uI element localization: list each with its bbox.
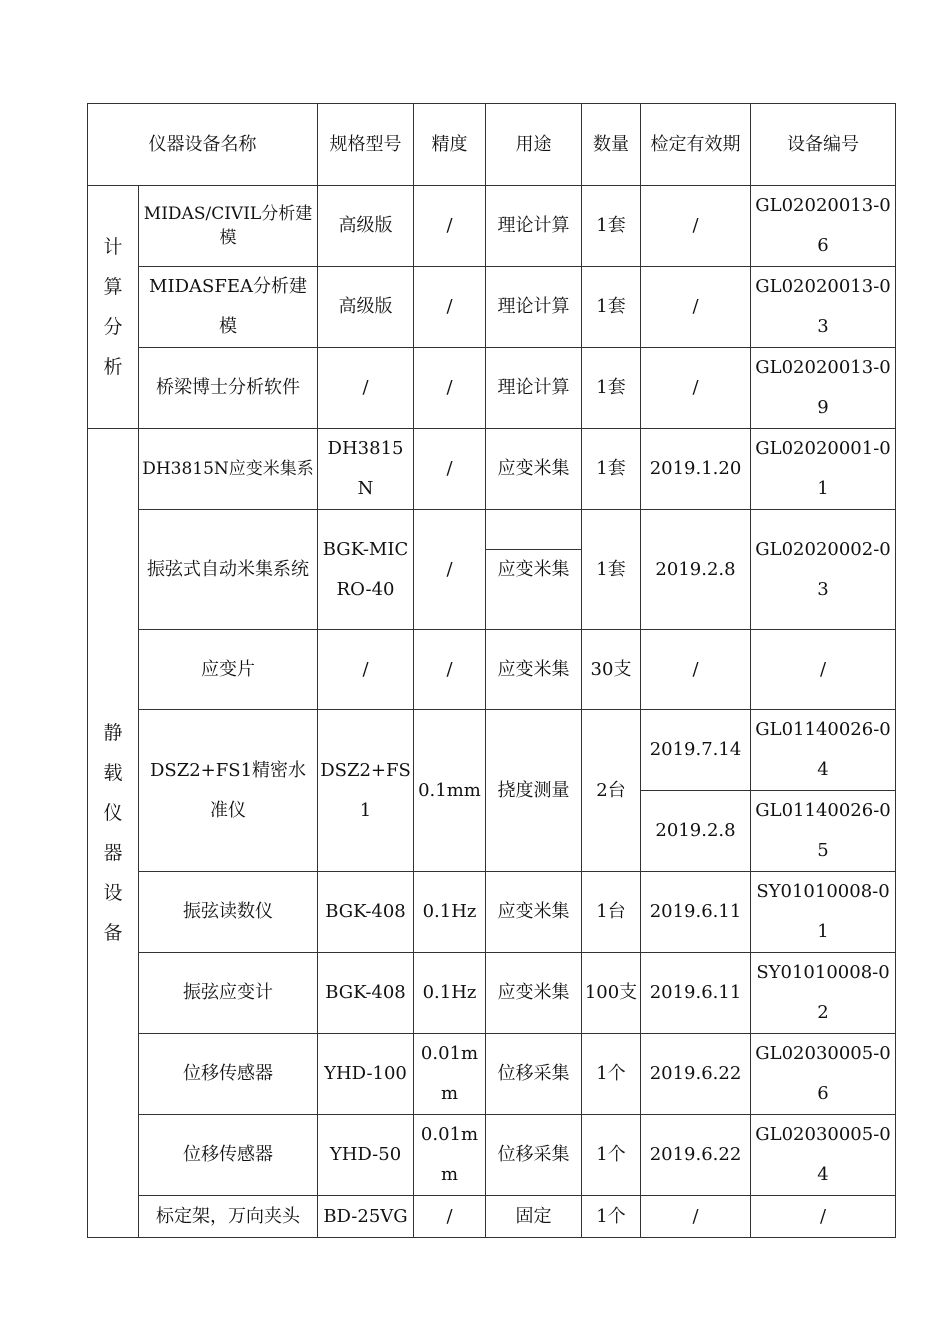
group-static: 静载仪器设备 [88,429,139,1238]
cell-period: 2019.6.22 [641,1034,751,1115]
cell-code: GL02020013-09 [751,348,896,429]
cell-name: 位移传感器 [139,1115,318,1196]
cell-usage: 理论计算 [486,267,582,348]
cell-precision: 0.1Hz [414,872,486,953]
cell-qty: 1台 [582,872,641,953]
cell-qty: 1套 [582,348,641,429]
table-row [88,348,896,429]
cell-precision: / [414,267,486,348]
table-row [88,1115,896,1196]
cell-period: / [641,186,751,267]
cell-name: 位移传感器 [139,1034,318,1115]
cell-usage: 挠度测量 [486,710,582,872]
cell-usage: 位移采集 [486,1115,582,1196]
cell-name: DH3815N应变米集系 [139,429,318,510]
cell-usage: 应变米集 [486,953,582,1034]
cell-code: SY01010008-01 [751,872,896,953]
cell-name: 桥梁博士分析软件 [139,348,318,429]
cell-usage: 位移采集 [486,1034,582,1115]
cell-code: GL02020001-01 [751,429,896,510]
cell-precision: 0.01mm [414,1115,486,1196]
cell-usage: 应变米集 [486,872,582,953]
table-row [88,267,896,348]
group-calc: 计算分析 [88,186,139,429]
header-spec: 规格型号 [318,104,414,186]
header-device-no: 设备编号 [751,104,896,186]
header-quantity: 数量 [582,104,641,186]
header-name: 仪器设备名称 [88,104,318,186]
cell-usage: 应变米集 [486,429,582,510]
cell-precision: / [414,510,486,630]
cell-code: GL02020013-06 [751,186,896,267]
cell-usage: 理论计算 [486,186,582,267]
cell-period: 2019.2.8 [641,791,751,872]
cell-qty: 1套 [582,429,641,510]
cell-qty: 1个 [582,1196,641,1238]
cell-code: / [751,630,896,710]
cell-period: 2019.6.11 [641,953,751,1034]
cell-precision: 0.01mm [414,1034,486,1115]
equipment-table [87,103,896,1238]
cell-qty: 1套 [582,186,641,267]
table-row [88,510,896,630]
cell-code: GL02020013-03 [751,267,896,348]
cell-precision: / [414,348,486,429]
cell-qty: 100支 [582,953,641,1034]
table-row [88,1196,896,1238]
table-row [88,953,896,1034]
cell-precision: / [414,186,486,267]
cell-qty: 30支 [582,630,641,710]
cell-code: / [751,1196,896,1238]
cell-name: 标定架，万向夹头 [139,1196,318,1238]
cell-code: GL02020002-03 [751,510,896,630]
cell-name: MIDASFEA分析建模 [139,267,318,348]
cell-usage: 应变米集 [486,510,582,630]
cell-period: / [641,630,751,710]
cell-name: 振弦读数仪 [139,872,318,953]
cell-period: / [641,348,751,429]
cell-code: GL01140026-05 [751,791,896,872]
cell-name: 振弦应变计 [139,953,318,1034]
cell-code: GL02030005-04 [751,1115,896,1196]
cell-precision: / [414,1196,486,1238]
cell-spec: BGK-408 [318,953,414,1034]
table-row [88,710,896,791]
cell-spec: BD-25VG [318,1196,414,1238]
header-valid-period: 检定有效期 [641,104,751,186]
cell-code: GL01140026-04 [751,710,896,791]
cell-usage: 固定 [486,1196,582,1238]
cell-spec: / [318,348,414,429]
cell-period: / [641,267,751,348]
table-row [88,186,896,267]
cell-period: / [641,1196,751,1238]
cell-code: SY01010008-02 [751,953,896,1034]
cell-spec: / [318,630,414,710]
cell-qty: 1个 [582,1115,641,1196]
cell-code: GL02030005-06 [751,1034,896,1115]
cell-period: 2019.7.14 [641,710,751,791]
cell-spec: 高级版 [318,267,414,348]
table-row [88,1034,896,1115]
cell-precision: 0.1Hz [414,953,486,1034]
cell-name: DSZ2+FS1精密水准仪 [139,710,318,872]
cell-spec: YHD-100 [318,1034,414,1115]
cell-spec: DH3815N [318,429,414,510]
table-row [88,630,896,710]
cell-qty: 1套 [582,267,641,348]
cell-precision: 0.1mm [414,710,486,872]
cell-usage: 理论计算 [486,348,582,429]
cell-name: 振弦式自动米集系统 [139,510,318,630]
cell-period: 2019.6.22 [641,1115,751,1196]
cell-usage: 应变米集 [486,630,582,710]
cell-period: 2019.2.8 [641,510,751,630]
cell-spec: BGK-MICRO-40 [318,510,414,630]
table-row [88,429,896,510]
cell-spec: BGK-408 [318,872,414,953]
cell-name: 应变片 [139,630,318,710]
cell-precision: / [414,630,486,710]
cell-period: 2019.6.11 [641,872,751,953]
header-precision: 精度 [414,104,486,186]
table-row [88,872,896,953]
cell-spec: DSZ2+FS1 [318,710,414,872]
cell-period: 2019.1.20 [641,429,751,510]
cell-spec: YHD-50 [318,1115,414,1196]
cell-name: MIDAS/CIVIL分析建模 [139,186,318,267]
divider [486,549,581,550]
cell-precision: / [414,429,486,510]
header-usage: 用途 [486,104,582,186]
header-row [88,104,896,186]
cell-qty: 2台 [582,710,641,872]
cell-qty: 1个 [582,1034,641,1115]
cell-qty: 1套 [582,510,641,630]
cell-spec: 高级版 [318,186,414,267]
